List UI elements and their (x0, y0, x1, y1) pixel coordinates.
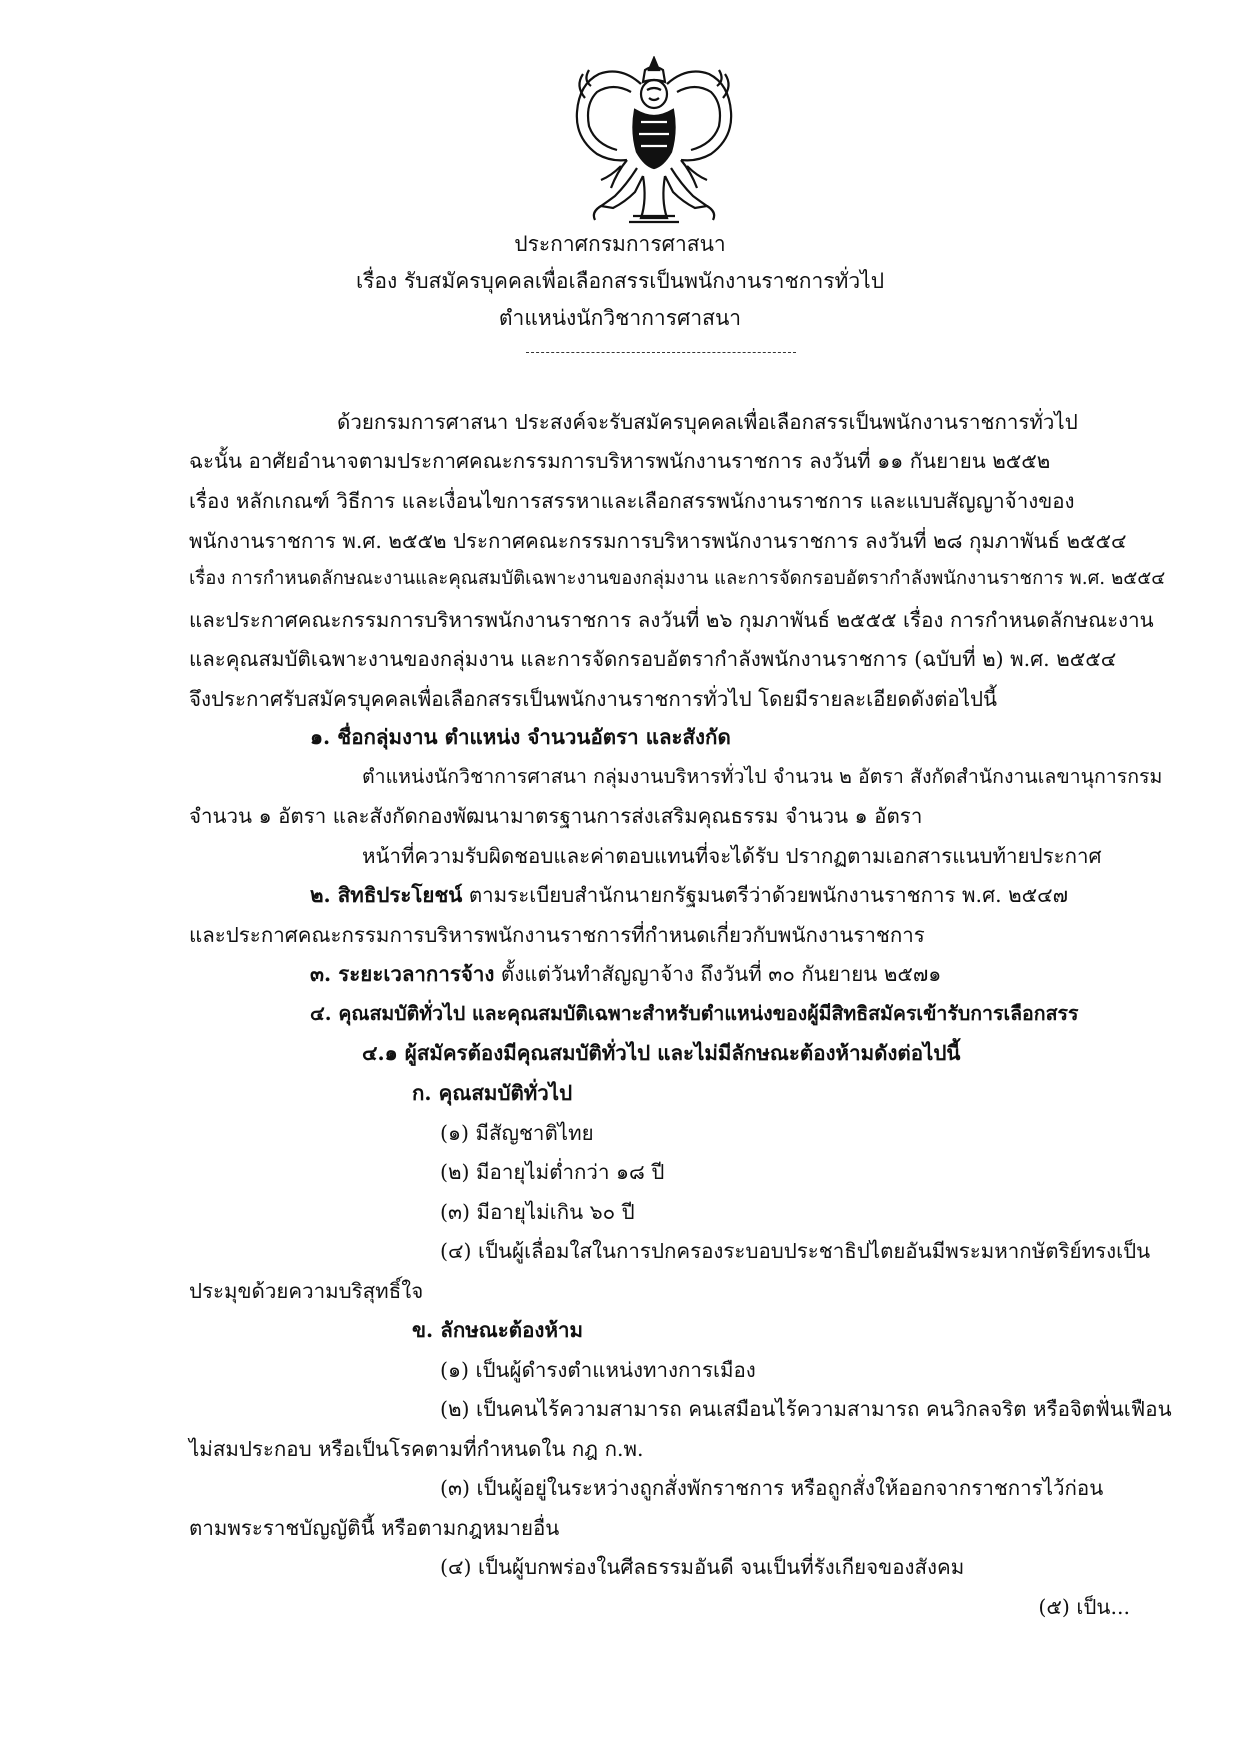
qualification-item: (๓) มีอายุไม่เกิน ๖๐ ปี (440, 1200, 635, 1224)
qualification-item: (๔) เป็นผู้เลื่อมใสในการปกครองระบอบประชาธิปไตยอันมีพระมหากษัตริย์ทรงเป็น (440, 1239, 1151, 1263)
section-2-text: ตามระเบียบสำนักนายกรัฐมนตรีว่าด้วยพนักงานราชการ พ.ศ. ๒๕๔๗ (468, 883, 1069, 907)
section-2-line (310, 885, 1068, 906)
section-4-heading: ๔. คุณสมบัติทั่วไป และคุณสมบัติเฉพาะสำหรับตำแหน่งของผู้มีสิทธิสมัครเข้ารับการเลือกสรร (310, 1002, 1079, 1025)
prohibition-item: (๔) เป็นผู้บกพร่องในศีลธรรมอันดี จนเป็นที่รังเกียจของสังคม (440, 1555, 965, 1579)
intro-line: ด้วยกรมการศาสนา ประสงค์จะรับสมัครบุคคลเพื่อเลือกสรรเป็นพนักงานราชการทั่วไป (337, 410, 1078, 434)
section-3-line (310, 964, 941, 985)
prohibition-item: (๑) เป็นผู้ดำรงตำแหน่งทางการเมือง (440, 1358, 756, 1382)
intro-line: และประกาศคณะกรรมการบริหารพนักงานราชการ ลงวันที่ ๒๖ กุมภาพันธ์ ๒๕๕๕ เรื่อง การกำหนดลักษณะงาน (189, 608, 1154, 632)
qualification-item-cont: ประมุขด้วยความบริสุทธิ์ใจ (189, 1279, 424, 1303)
section-4-1-heading: ๔.๑ ผู้สมัครต้องมีคุณสมบัติทั่วไป และไม่มีลักษณะต้องห้ามดังต่อไปนี้ (362, 1041, 961, 1065)
section-2-heading: ๒. สิทธิประโยชน์ (310, 883, 463, 907)
prohibition-item-cont: ตามพระราชบัญญัตินี้ หรือตามกฎหมายอื่น (189, 1516, 560, 1540)
divider (526, 352, 796, 353)
intro-line: เรื่อง การกำหนดลักษณะงานและคุณสมบัติเฉพาะงานของกลุ่มงาน และการจัดกรอบอัตรากำลังพนักงานราชการ พ.ศ. ๒๕๕๔ (189, 568, 1166, 589)
section-1-text: ตำแหน่งนักวิชาการศาสนา กลุ่มงานบริหารทั่วไป จำนวน ๒ อัตรา สังกัดสำนักงานเลขานุการกรม (362, 765, 1163, 788)
position-title: ตำแหน่งนักวิชาการศาสนา (498, 306, 742, 330)
qualification-item: (๑) มีสัญชาติไทย (440, 1121, 594, 1145)
section-2-text: และประกาศคณะกรรมการบริหารพนักงานราชการที่กำหนดเกี่ยวกับพนักงานราชการ (189, 923, 925, 947)
section-1-text: จำนวน ๑ อัตรา และสังกัดกองพัฒนามาตรฐานการส่งเสริมคุณธรรม จำนวน ๑ อัตรา (189, 804, 923, 828)
intro-line: พนักงานราชการ พ.ศ. ๒๕๕๒ ประกาศคณะกรรมการบริหารพนักงานราชการ ลงวันที่ ๒๘ กุมภาพันธ์ ๒๕๕๔ (189, 529, 1127, 553)
prohibition-item: (๒) เป็นคนไร้ความสามารถ คนเสมือนไร้ความสามารถ คนวิกลจริต หรือจิตฟั่นเฟือน (440, 1397, 1172, 1421)
qualification-item: (๒) มีอายุไม่ต่ำกว่า ๑๘ ปี (440, 1160, 665, 1184)
section-1-heading: ๑. ชื่อกลุ่มงาน ตำแหน่ง จำนวนอัตรา และสังกัด (310, 725, 731, 749)
announcement-title: ประกาศกรมการศาสนา (514, 232, 726, 256)
continued-marker: (๕) เป็น... (1038, 1595, 1130, 1619)
intro-line: และคุณสมบัติเฉพาะงานของกลุ่มงาน และการจัดกรอบอัตรากำลังพนักงานราชการ (ฉบับที่ ๒) พ.ศ. ๒๕๕๔ (189, 647, 1117, 671)
prohibition-item: (๓) เป็นผู้อยู่ในระหว่างถูกสั่งพักราชการ หรือถูกสั่งให้ออกจากราชการไว้ก่อน (440, 1476, 1104, 1500)
prohibition-item-cont: ไม่สมประกอบ หรือเป็นโรคตามที่กำหนดใน กฎ ก.พ. (189, 1437, 644, 1461)
section-3-heading: ๓. ระยะเวลาการจ้าง (310, 962, 495, 986)
intro-line: เรื่อง หลักเกณฑ์ วิธีการ และเงื่อนไขการสรรหาและเลือกสรรพนักงานราชการ และแบบสัญญาจ้างของ (189, 489, 1075, 513)
prohibitions-heading: ข. ลักษณะต้องห้าม (412, 1318, 583, 1342)
announcement-subject: เรื่อง รับสมัครบุคคลเพื่อเลือกสรรเป็นพนักงานราชการทั่วไป (355, 269, 885, 293)
garuda-emblem-icon (571, 56, 737, 224)
section-1-text: หน้าที่ความรับผิดชอบและค่าตอบแทนที่จะได้รับ ปรากฏตามเอกสารแนบท้ายประกาศ (362, 844, 1102, 868)
intro-line: ฉะนั้น อาศัยอำนาจตามประกาศคณะกรรมการบริหารพนักงานราชการ ลงวันที่ ๑๑ กันยายน ๒๕๕๒ (189, 449, 1051, 473)
general-qualifications-heading: ก. คุณสมบัติทั่วไป (412, 1081, 573, 1105)
intro-line: จึงประกาศรับสมัครบุคคลเพื่อเลือกสรรเป็นพนักงานราชการทั่วไป โดยมีรายละเอียดดังต่อไปนี้ (189, 687, 998, 711)
section-3-text: ตั้งแต่วันทำสัญญาจ้าง ถึงวันที่ ๓๐ กันยายน ๒๕๗๑ (500, 962, 942, 986)
